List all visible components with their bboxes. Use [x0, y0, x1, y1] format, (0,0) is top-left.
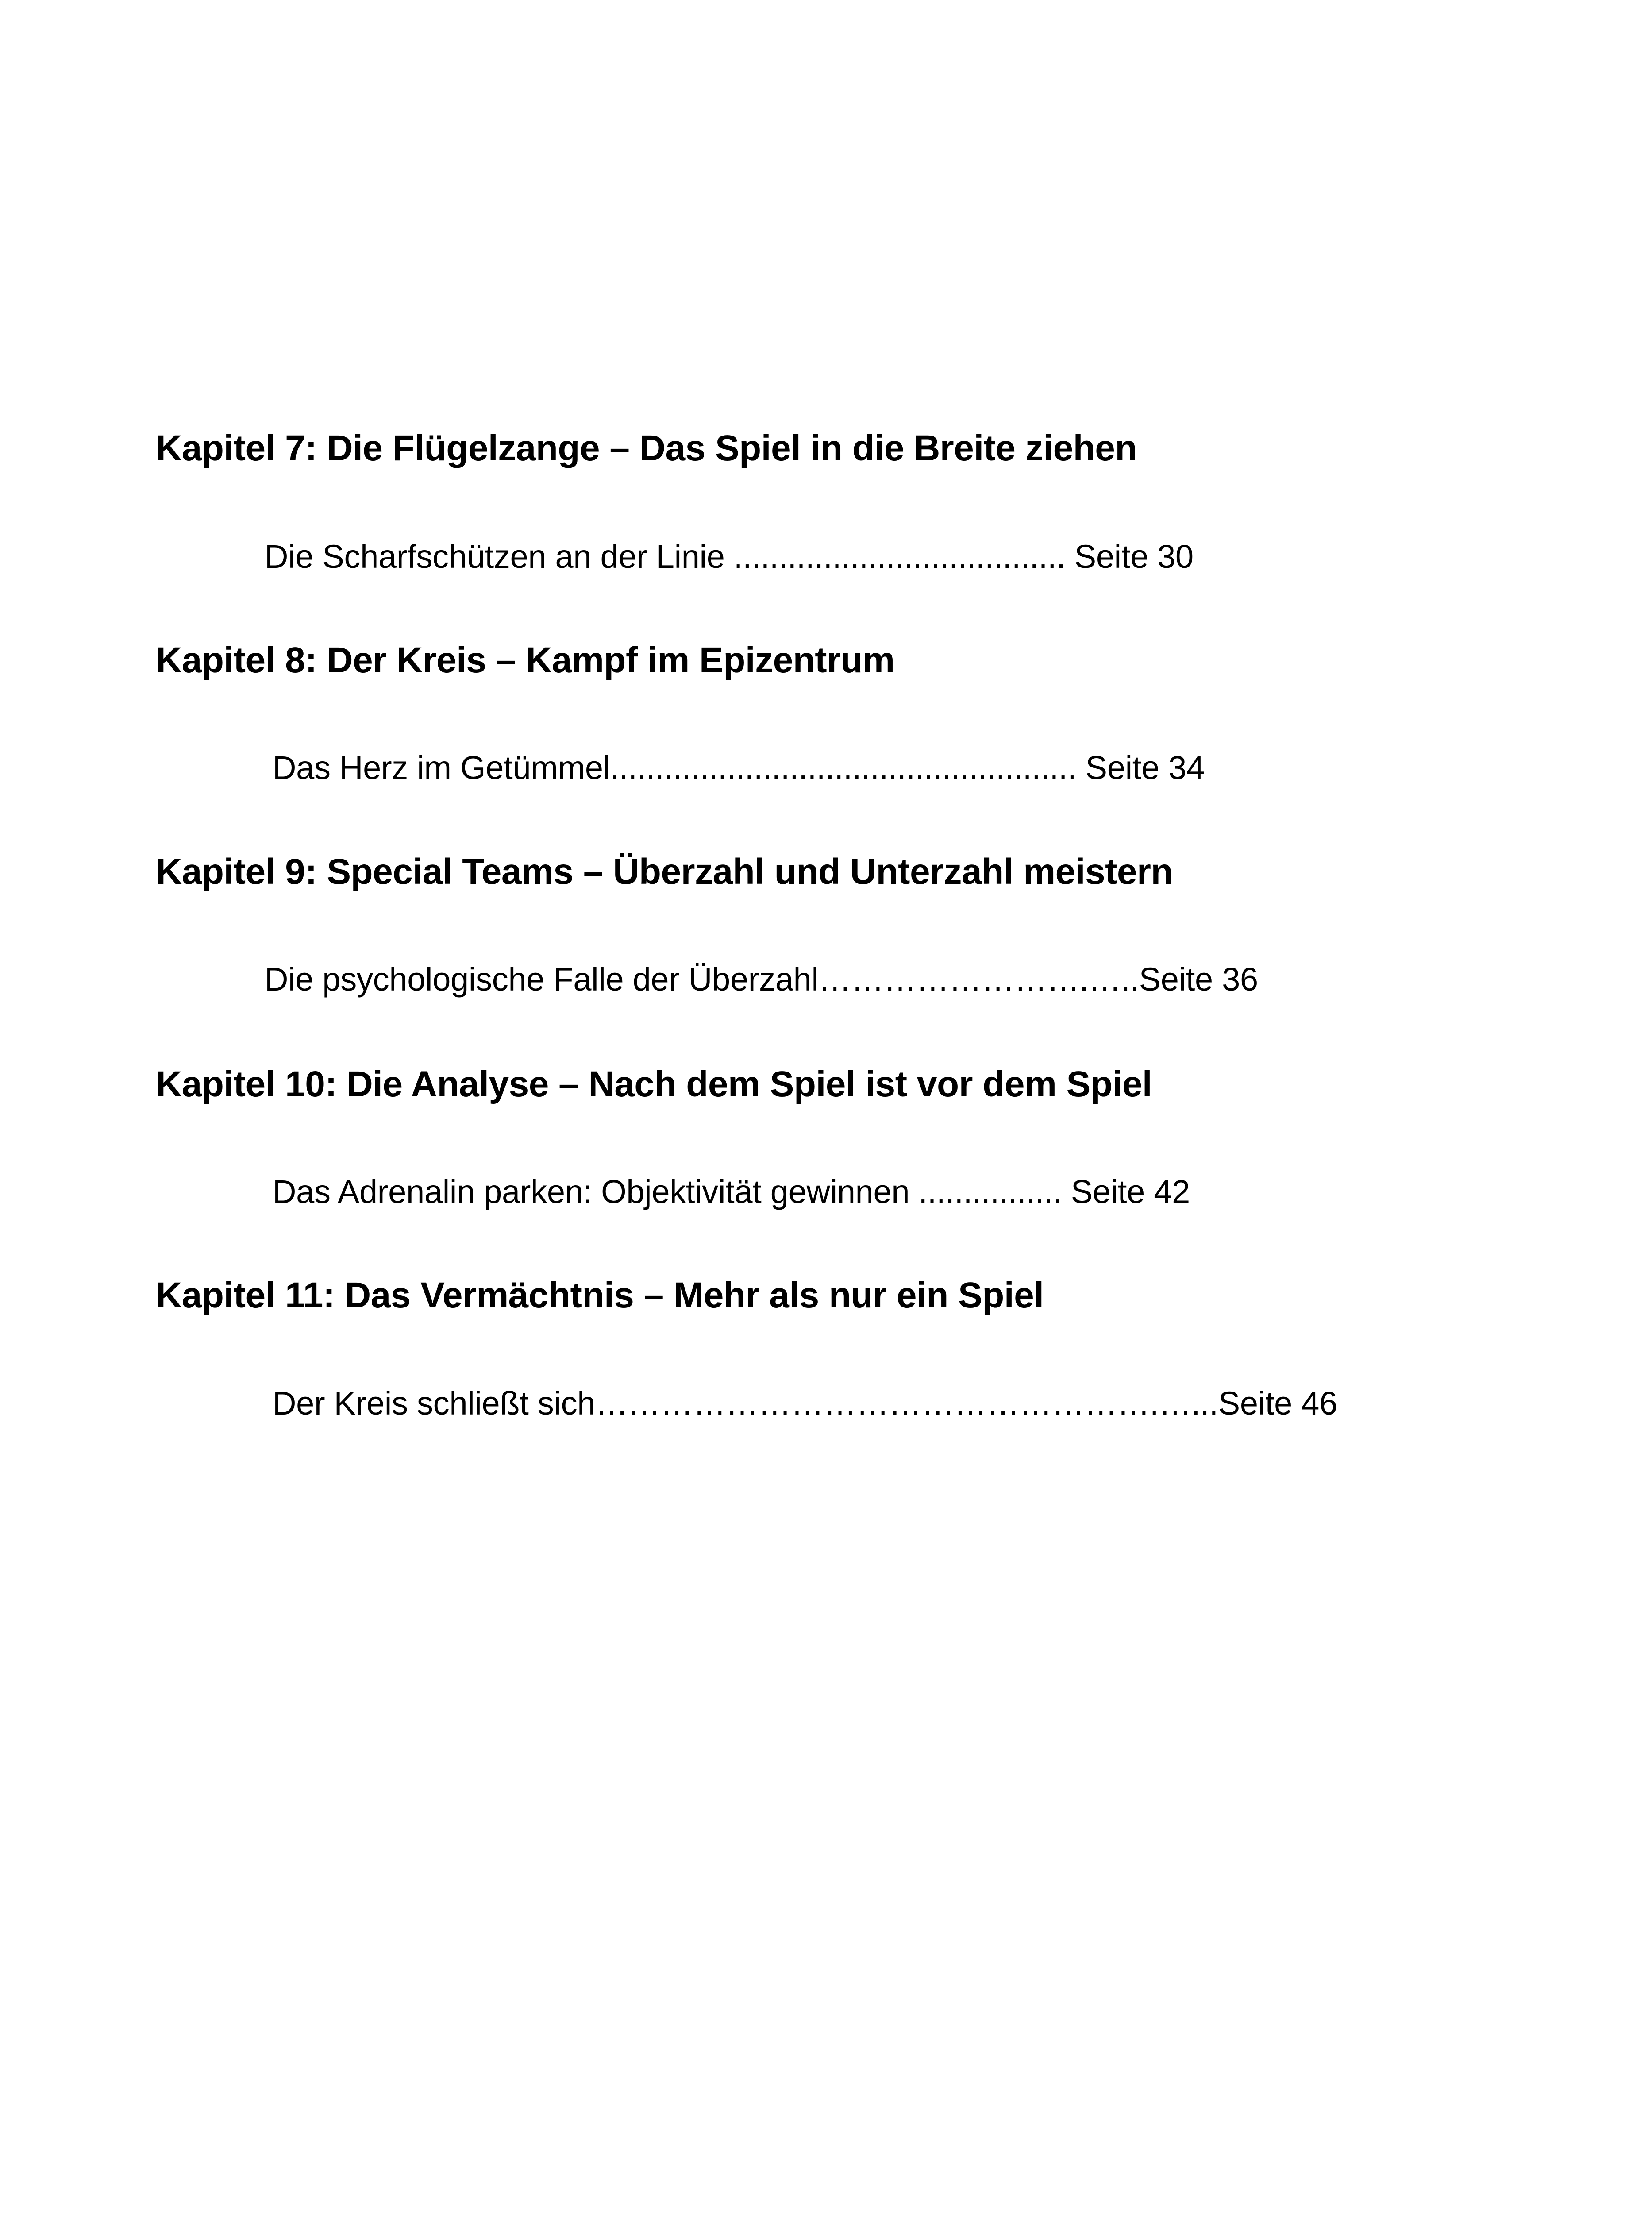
toc-entry-chapter-9: Die psychologische Falle der Überzahl…………………….…..Seite 36: [265, 961, 1258, 998]
toc-entry-chapter-10: Das Adrenalin parken: Objektivität gewinnen ................ Seite 42: [273, 1173, 1190, 1210]
toc-entry-chapter-11: Der Kreis schließt sich…………………………………………….…...Seite 46: [273, 1385, 1337, 1422]
chapter-10-heading: Kapitel 10: Die Analyse – Nach dem Spiel ist vor dem Spiel: [156, 1064, 1152, 1104]
chapter-7-heading: Kapitel 7: Die Flügelzange – Das Spiel in die Breite ziehen: [156, 428, 1137, 468]
toc-entry-chapter-8: Das Herz im Getümmel.................................................... Seite 34: [273, 749, 1205, 786]
chapter-11-heading: Kapitel 11: Das Vermächtnis – Mehr als nur ein Spiel: [156, 1275, 1044, 1315]
toc-entry-chapter-7: Die Scharfschützen an der Linie ..................................... Seite 30: [265, 538, 1194, 575]
chapter-9-heading: Kapitel 9: Special Teams – Überzahl und Unterzahl meistern: [156, 852, 1173, 892]
chapter-8-heading: Kapitel 8: Der Kreis – Kampf im Epizentrum: [156, 640, 895, 680]
